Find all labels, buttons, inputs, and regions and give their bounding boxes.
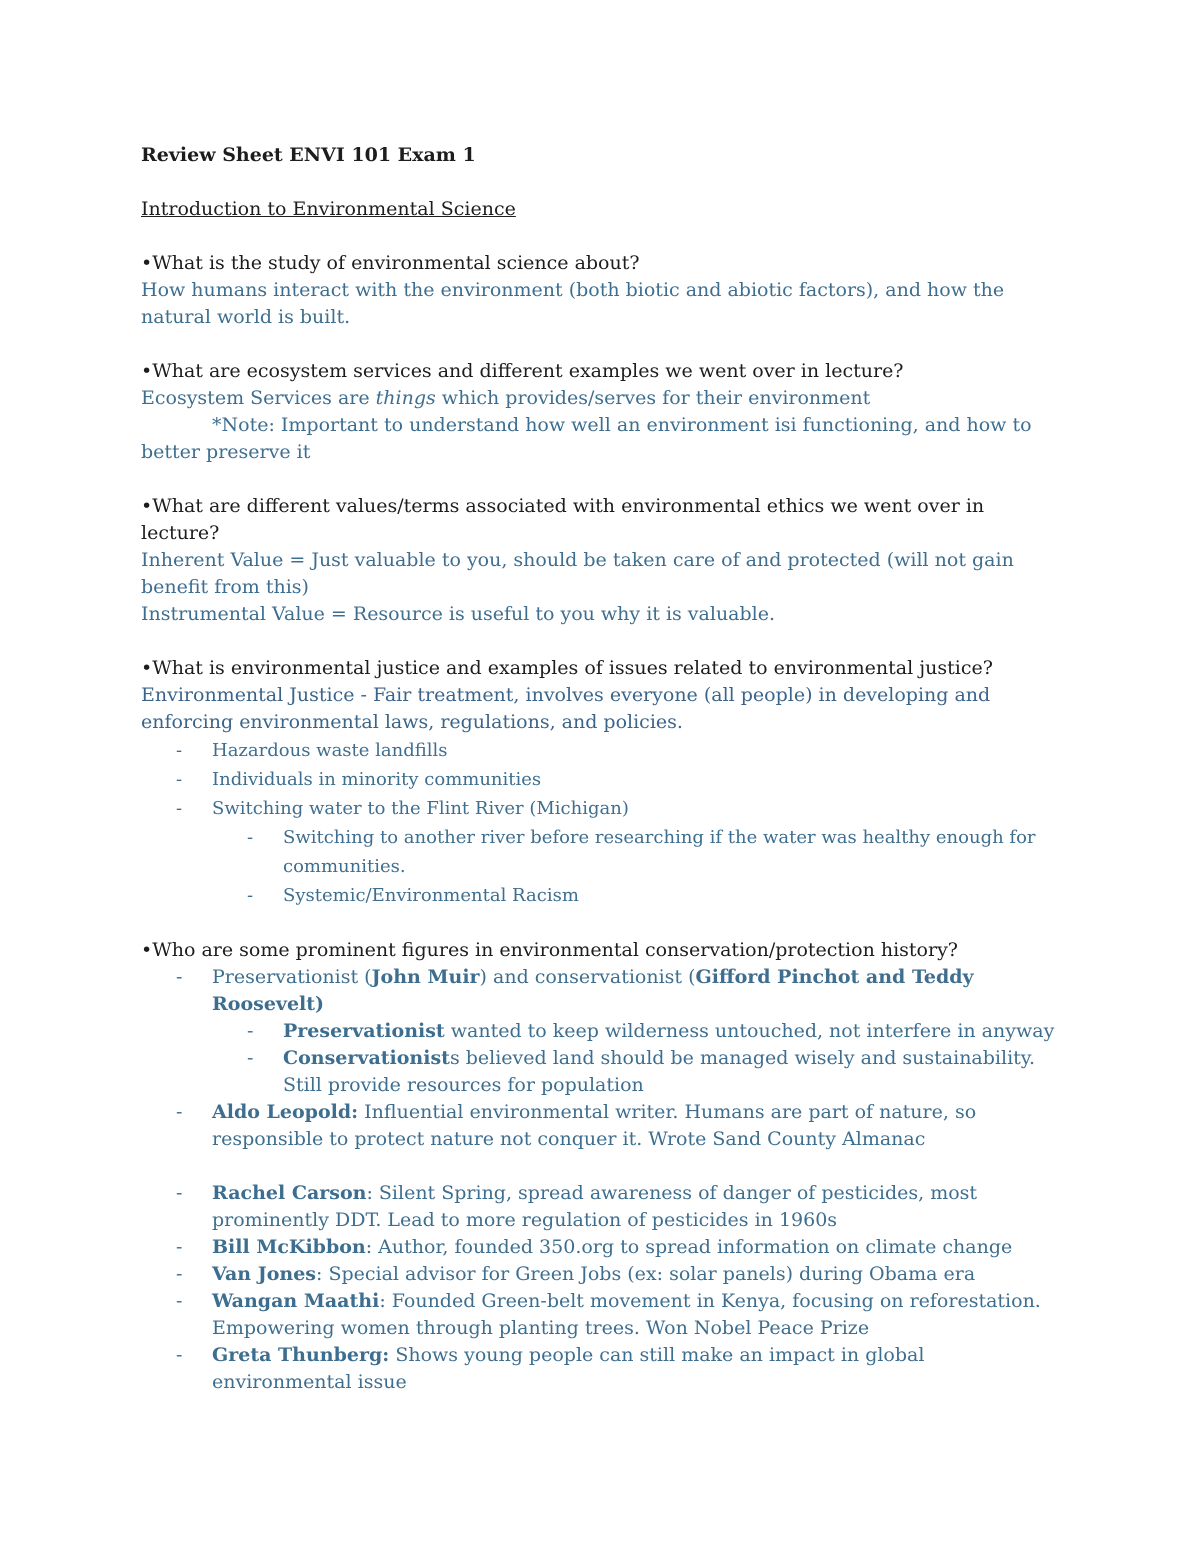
list-item-preservation: - Preservationist (John Muir) and conservationist (Gifford Pinchot and Teddy Roosevelt) xyxy=(141,964,1066,1018)
ej-issue-list xyxy=(141,736,1066,823)
list-item: - Hazardous waste landfills xyxy=(141,736,1066,765)
section-heading: Introduction to Environmental Science xyxy=(141,198,516,220)
list-item: - Systemic/Environmental Racism xyxy=(141,881,1066,910)
answer-3-instrumental: Instrumental Value = Resource is useful to you why it is valuable. xyxy=(141,603,776,625)
document-title: Review Sheet ENVI 101 Exam 1 xyxy=(141,144,476,166)
list-item: - Switching water to the Flint River (Michigan) xyxy=(141,794,1066,823)
figures-list xyxy=(141,964,1066,1018)
list-item: - Preservationist wanted to keep wilderness untouched, not interfere in anyway xyxy=(141,1018,1066,1045)
answer-2: Ecosystem Services are things which provides/serves for their environment xyxy=(141,387,871,409)
answer-2-note: *Note: Important to understand how well an environment isi functioning, and how to better preserve it xyxy=(141,414,1032,463)
figure-jones: - Van Jones: Special advisor for Green Jobs (ex: solar panels) during Obama era xyxy=(141,1261,1066,1288)
document-body xyxy=(141,142,1066,1396)
figures-list-2 xyxy=(141,1099,1066,1153)
list-item: - Switching to another river before researching if the water was healthy enough for communities. xyxy=(141,823,1066,881)
ej-sub-list xyxy=(141,823,1066,910)
figure-mckibbon: - Bill McKibbon: Author, founded 350.org to spread information on climate change xyxy=(141,1234,1066,1261)
list-item: - Conservationists believed land should be managed wisely and sustainability. Still provide resources for population xyxy=(141,1045,1066,1099)
figure-thunberg: - Greta Thunberg: Shows young people can still make an impact in global environmental issue xyxy=(141,1342,1066,1396)
answer-1: How humans interact with the environment (both biotic and abiotic factors), and how the natural world is built. xyxy=(141,279,1005,328)
question-5: •Who are some prominent figures in environmental conservation/protection history? xyxy=(141,939,958,961)
figure-leopold: - Aldo Leopold: Influential environmental writer. Humans are part of nature, so responsible to protect nature not conquer it. Wrote Sand County Almanac xyxy=(141,1099,1066,1153)
question-3: •What are different values/terms associated with environmental ethics we went over in lecture? xyxy=(141,495,985,544)
answer-3-inherent: Inherent Value = Just valuable to you, should be taken care of and protected (will not gain benefit from this) xyxy=(141,549,1014,598)
question-1: •What is the study of environmental science about? xyxy=(141,252,640,274)
figure-maathi: - Wangan Maathi: Founded Green-belt movement in Kenya, focusing on reforestation. Empowering women through planting trees. Won Nobel Peace Prize xyxy=(141,1288,1066,1342)
list-item: - Individuals in minority communities xyxy=(141,765,1066,794)
answer-4: Environmental Justice - Fair treatment, involves everyone (all people) in developing and enforcing environmental laws, regulations, and policies. xyxy=(141,684,991,733)
figure-carson: - Rachel Carson: Silent Spring, spread awareness of danger of pesticides, most prominently DDT. Lead to more regulation of pesticides in 1960s xyxy=(141,1180,1066,1234)
question-2: •What are ecosystem services and different examples we went over in lecture? xyxy=(141,360,904,382)
preservation-sub-list xyxy=(141,1018,1066,1099)
question-4: •What is environmental justice and examples of issues related to environmental justice? xyxy=(141,657,993,679)
figures-list-3 xyxy=(141,1180,1066,1396)
